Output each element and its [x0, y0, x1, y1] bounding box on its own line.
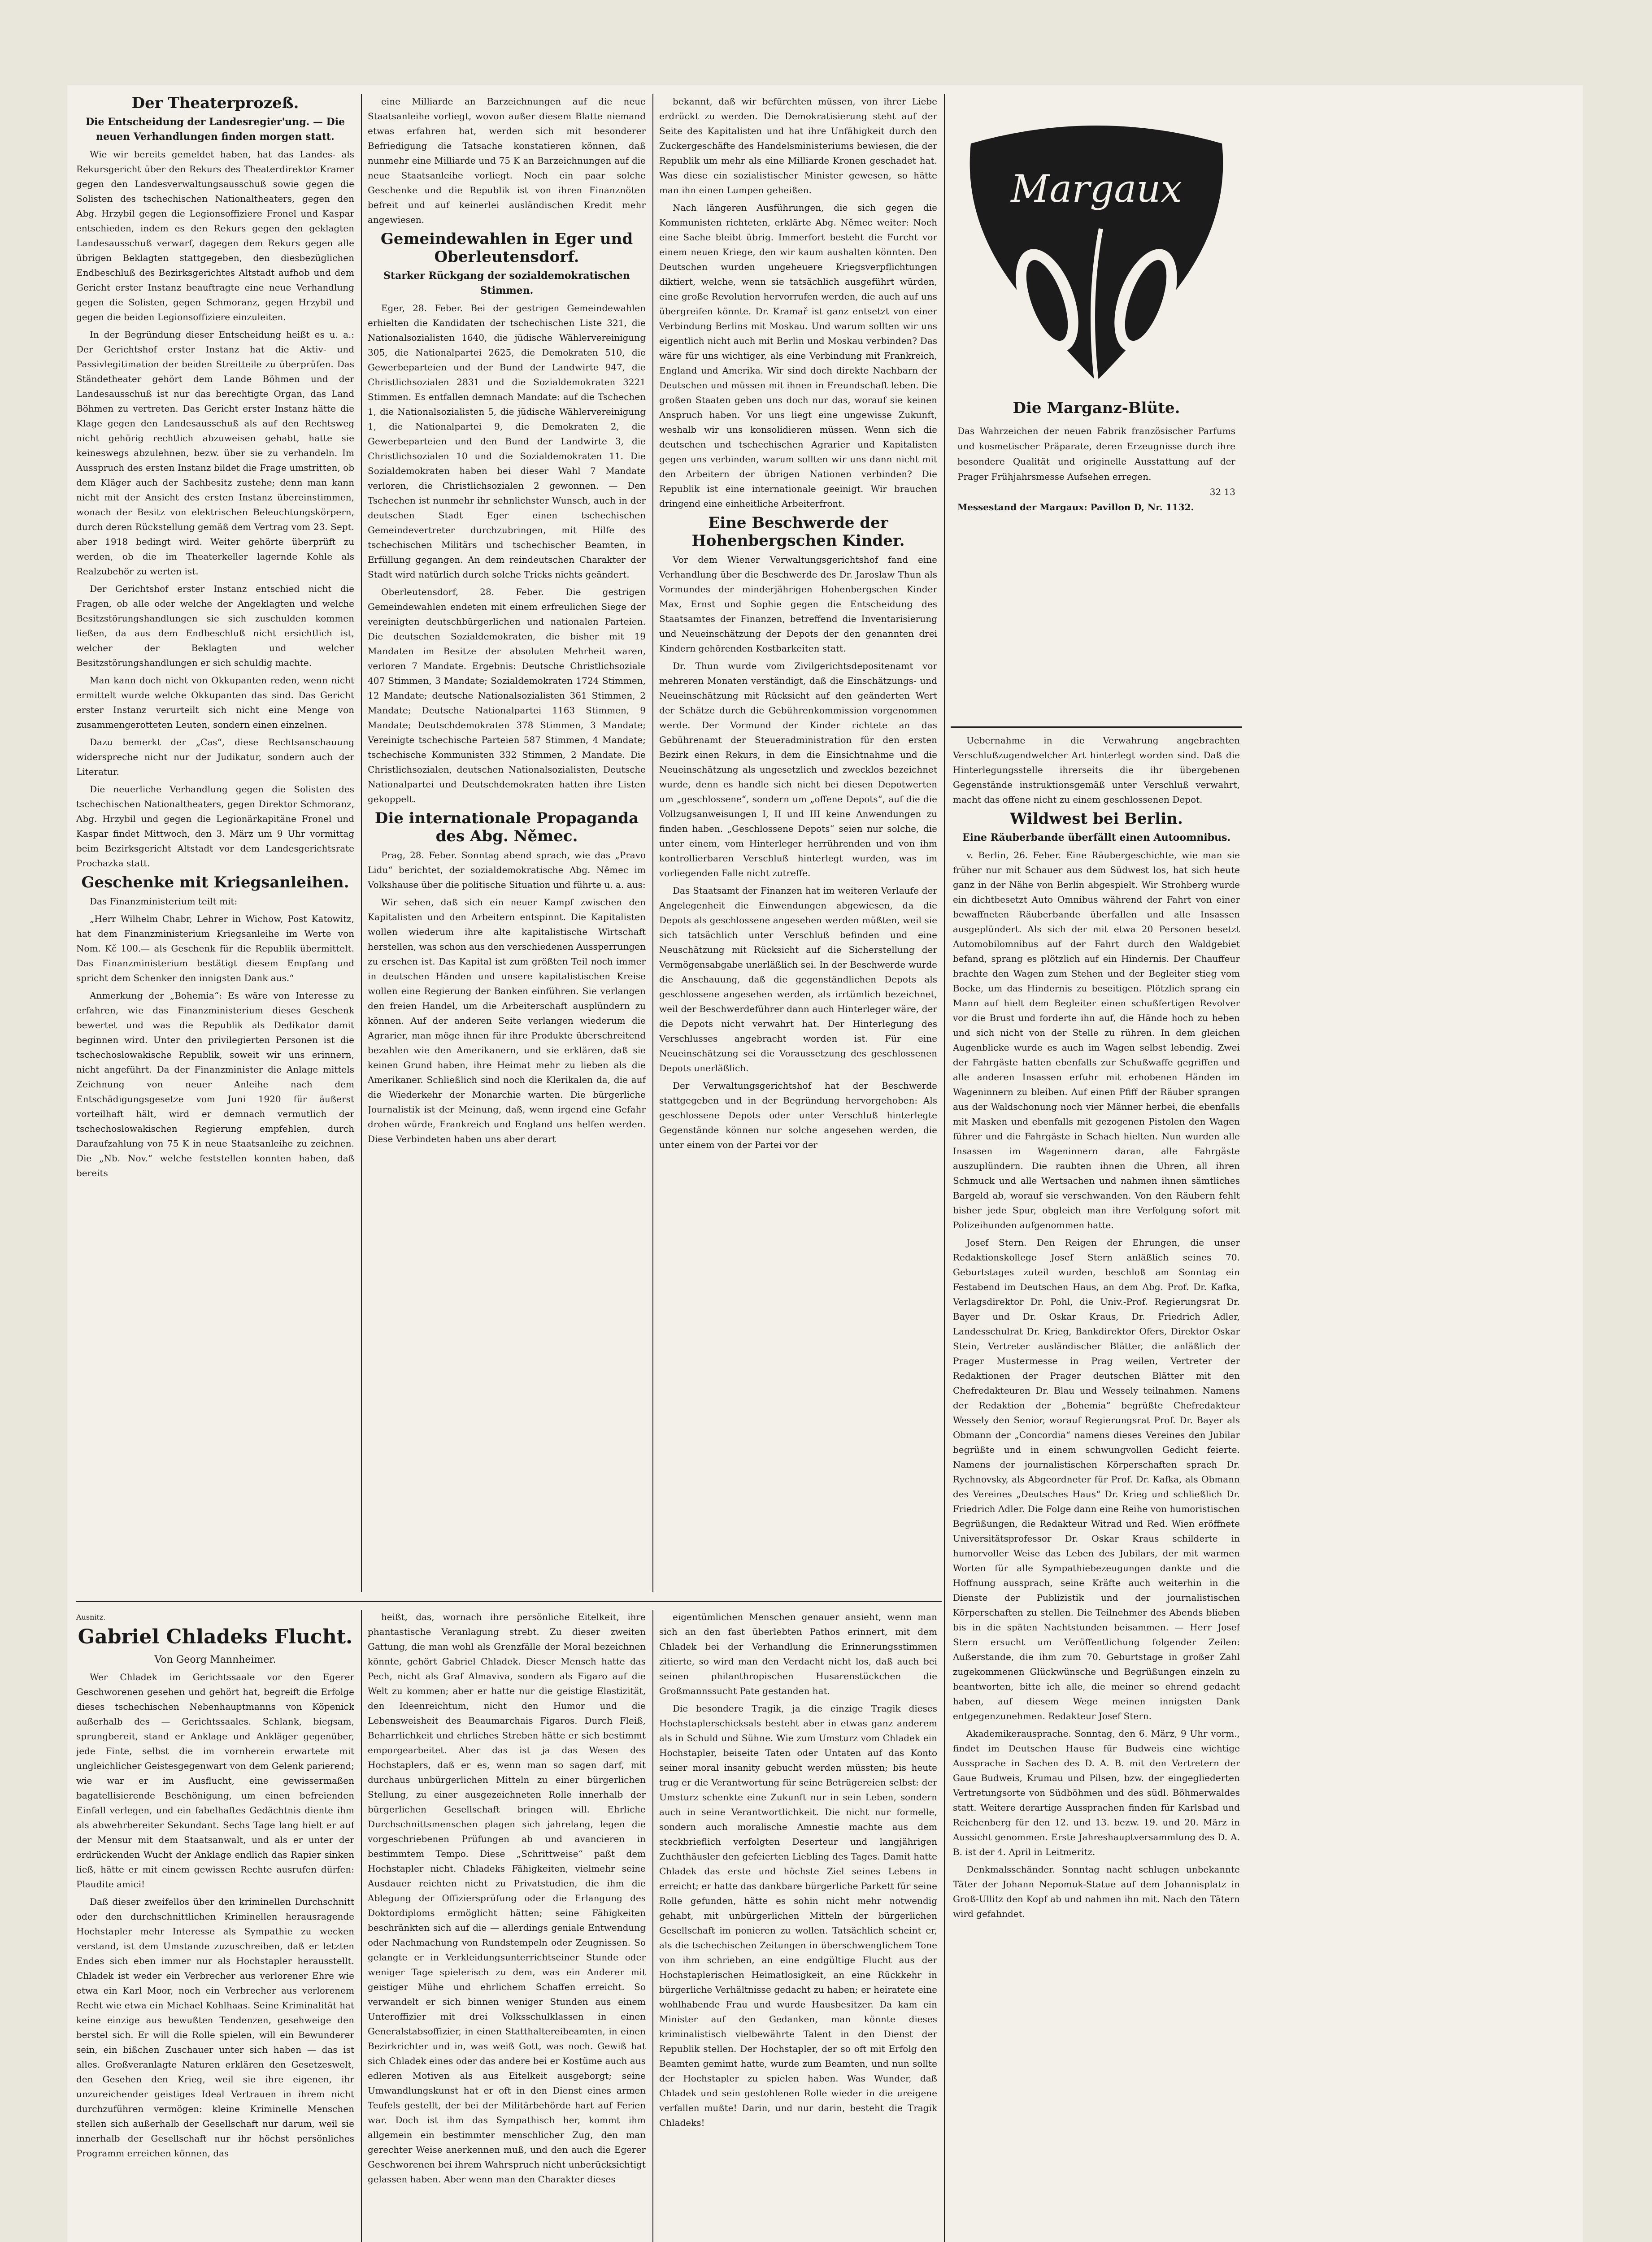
paragraph: Oberleutensdorf, 28. Feber. Die gestrigen Gemeindewahlen endeten mit einem erfreulichen Siege der vereinigten deutschbürgerlichen und nationalen Parteien. Die deutschen Sozialdemokraten, die bisher mit 19 Mandaten im Besitze der absoluten Mehrheit waren, verloren 7 Mandate. Ergebnis: Deutsche Christlichsoziale 407 Stimmen, 3 Mandate; Sozialdemokraten 1724 Stimmen, 12 Mandate; deutsche Nationalsozialisten 361 Stimmen, 2 Mandate; Deutsche Nationalpartei 1163 Stimmen, 9 Mandate; Deutschdemokraten 378 Stimmen, 3 Mandate; Vereinigte tschechische Parteien 587 Stimmen, 4 Mandate; tschechische Kommunisten 332 Stimmen, 2 Mandate. Die Christlichsozialen, deutschen Nationalsozialisten, Deutsche Nationalpartei und Deutschdemokraten hatten ihre Listen gekoppelt. — [368, 587, 646, 804]
paragraph: Wer Chladek im Gerichtssaale vor den Egerer Geschworenen gesehen und gehört hat, begreift die Erfolge dieses tschechischen Nebenhauptmanns von Köpenick außerhalb des — Gerichtssaales. Schlank, biegsam, sprungbereit, stand er Anklage und Ankläger gegenüber, jede Finte, selbst die im vornherein erwartete mit ungleichlicher Geistesgegenwart von dem Gelenk parierend; wie war er im Ausflucht, eine gewissermaßen bagatellisierende Beschönigung, um einen befreienden Einfall verlegen, und ein fabelhaftes Gedächtnis diente ihm als abwehrbereiter Sekundant. Sechs Tage lang hielt er auf der Mensur mit dem Staatsanwalt, und als er unter der erdrückenden Wucht der Anklage endlich das Rapier sinken ließ, hätte er mit einem gewissen Rechte ausrufen dürfen: Plaudite amici! — [76, 1672, 354, 1890]
ad-footer: Messestand der Margaux: Pavillon D, Nr. 1132. — [957, 502, 1194, 513]
paragraph: Anmerkung der „Bohemia“: Es wäre von Interesse zu erfahren, wie das Finanzministerium dieses Geschenk bewertet und was die Republik als Dedikator damit beginnen wird. Unter den privilegierten Personen ist die tschechoslowakische Republik, soweit wir uns erinnern, nicht angeführt. Da der Finanzminister die Anlage mittels Zeichnung von neuer Anleihe nach dem Entschädigungsgesetze vom Juni 1920 für äußerst vorteilhaft hält, wird er demnach vermutlich der tschechoslowakischen Regierung empfehlen, durch Daraufzahlung von 75 K in neue Staatsanleihe zu zeichnen. Die „Nb. Nov.“ welche feststellen konnten haben, daß bereits — [76, 990, 354, 1178]
feuilleton-column-3 — [659, 1610, 937, 2242]
paragraph: Nach längeren Ausführungen, die sich gegen die Kommunisten richteten, erklärte Abg. Němec weiter: Noch eine Sache bleibt übrig. Immerfort besteht die Furcht vor einem neuen Kriege, den wir kaum aushalten könnten. Den Deutschen wurden ungeheuere Kriegsverpflichtungen diktiert, welche, wenn sie tatsächlich ausgeführt würden, eine große Revolution hervorrufen werden, die auch auf uns übergreifen könnte. Dr. Kramař ist ganz entsetzt von einer Verbindung Berlins mit Moskau. Und warum sollten wir uns eigentlich nicht auch mit Berlin und Moskau verbinden? Das wäre für uns wichtiger, als eine Verbindung mit Frankreich, England und Amerika. Wir sind doch direkte Nachbarn der Deutschen und müssen mit ihnen in Freundschaft leben. Die großen Staaten geben uns doch nur das, worauf sie keinen Anspruch haben. Vor uns liegt eine ungewisse Zukunft, weshalb wir uns konsolidieren müssen. Wenn sich die deutschen und tschechischen Agrarier und Kapitalisten gegen uns verbinden, warum sollten wir uns dann nicht mit den Arbeitern der übrigen Nationen verbinden? Die Republik ist eine internationale geeinigt. Wir brauchen dringend eine einheitliche Arbeiterfront. — [659, 202, 937, 509]
feuilleton-divider — [76, 1601, 942, 1602]
article-subtitle: Starker Rückgang der sozialdemokratischen Stimmen. — [383, 270, 630, 296]
paragraph: Wie wir bereits gemeldet haben, hat das Landes- als Rekursgericht über den Rekurs des Theaterdirektor Kramer gegen den Landesverwaltungsausschuß sowie gegen die Solisten des tschechischen Nationaltheaters, gegen den Abg. Hrzybil gegen die Legionsoffiziere Fronel und Kaspar entschieden, indem es den Rekurs gegen den geklagten Landesausschuß verwarf, dagegen dem Rekurs gegen alle übrigen Beklagten stattgegeben, den diesbezüglichen Endbeschluß des Bezirksgerichtes Altstadt aufhob und dem Gericht erster Instanz beauftragte eine neue Verhandlung gegen die Solisten, gegen Schmoranz, gegen Hrzybil und gegen die beiden Legionsoffiziere einzuleiten. — [76, 149, 354, 322]
paragraph: Eger, 28. Feber. Bei der gestrigen Gemeindewahlen erhielten die Kandidaten der tschechischen Liste 321, die Nationalsozialisten 1640, die jüdische Wählervereinigung 305, die Nationalpartei 2625, die Demokraten 510, die Gewerbeparteien und der Bund der Landwirte 947, die Christlichsozialen 2831 und die Sozialdemokraten 3221 Stimmen. Es entfallen demnach Mandate: auf die Tschechen 1, die Nationalsozialisten 5, die jüdische Wählervereinigung 1, die Nationalpartei 9, die Demokraten 2, die Gewerbeparteien und den Bund der Landwirte 3, die Christlichsozialen 10 und die Sozialdemokraten 11. Die Sozialdemokraten haben bei dieser Wahl 7 Mandate verloren, die Christlichsozialen 2 gewonnen. — Den Tschechen ist nunmehr ihr sehnlichster Wunsch, auch in der deutschen Stadt Eger einen tschechischen Gemeindevertreter durchzubringen, mit Hilfe des tschechischen Militärs und tschechischer Beamten, in Erfüllung gegangen. An dem reindeutschen Charakter der Stadt wird natürlich durch solche Tricks nichts geändert. — [368, 303, 646, 580]
paragraph: Uebernahme in die Verwahrung angebrachten Verschlußzugendwelcher Art hinterlegt worden sind. Daß die Hinterlegungsstelle ihrerseits die ihr übergebenen Gegenstände instruktionsgemäß unter Verschluß verwahrt, macht das offene nicht zu einem geschlossenen Depot. — [953, 735, 1240, 805]
column-divider — [361, 94, 362, 1592]
article-title-kriegsanleihen: Geschenke mit Kriegsanleihen. — [81, 873, 349, 891]
paragraph: Das Finanzministerium teilt mit: — [90, 896, 238, 907]
article-title-theaterprozess: Der Theaterprozeß. — [131, 94, 299, 112]
paragraph: Daß dieser zweifellos über den kriminellen Durchschnitt oder den durchschnittlichen Kriminellen herausragende Hochstapler mehr Interesse als Sympathie zu wecken verstand, ist dem Umstande zuzuschreiben, daß er letzten Endes sich eben immer nur als Hochstapler herausstellt. Chladek ist weder ein Verbrecher aus verlorener Ehre wie etwa ein Karl Moor, noch ein Verbrecher aus verlorenem Recht wie etwa ein Michael Kohlhaas. Seine Kriminalität hat keine einzige aus bewußten Tendenzen, gesehweige den berstel sich. Er will die Rolle spielen, will ein Bewunderer sein, ein bißchen Zuschauer unter sich haben — das ist alles. Großveranlagte Naturen erklären den Gesetzeswelt, den Gesehen den Krieg, weil sie ihre eigenen, ihr unzureichender geistiges Ideal Vertrauen in ihrem nicht durchzuführen vermögen: kleine Kriminelle Menschen stellen sich außerhalb der Gesellschaft nur darum, weil sie innerhalb der Gesellschaft nur ihr höchst persönliches Programm erreichen können, das — [76, 1896, 354, 2159]
margaux-advertisement — [953, 94, 1240, 722]
paragraph: Man kann doch nicht von Okkupanten reden, wenn nicht ermittelt wurde welche Okkupanten das sind. Das Gericht erster Instanz verurteilt sich nicht eine Menge von zusammengerotteten Leuten, sondern einen einzelnen. — [76, 675, 354, 730]
paragraph: Wir sehen, daß sich ein neuer Kampf zwischen den Kapitalisten und den Arbeitern entspinnt. Die Kapitalisten wollen wiederum ihre alte kapitalistische Wirtschaft herstellen, was schon aus den verschiedenen Aussperrungen zu ersehen ist. Das Kapital ist zum größten Teil noch immer in deutschen Händen und unsere kapitalistischen Kreise wollen eine Regierung der Banken einführen. Sie verlangen den freien Handel, um die Arbeiterschaft ausplündern zu können. Auf der anderen Seite verlangen wiederum die Agrarier, man möge ihnen für ihre Produkte überschreitend bezahlen wie den Amerikanern, und sie erklären, daß sie keinen Grund haben, ihre Heimat mehr zu lieben als die Amerikaner. Schließlich sind noch die Klerikalen da, die auf die Wiederkehr der Monarchie warten. Die bürgerliche Journalistik ist der Meinung, daß, wenn irgend eine Gefahr drohen würde, Frankreich und England uns helfen werden. Diese Verbindeten haben uns aber derart — [368, 897, 646, 1144]
section-divider — [951, 726, 1242, 728]
newspaper-page — [67, 85, 1583, 2242]
paragraph: eine Milliarde an Barzeichnungen auf die neue Staatsanleihe vorliegt, wovon außer diesem Blatte niemand etwas erfahren hat, werden sich mit besonderer Befriedigung die Tatsache konstatieren können, daß nunmehr eine Milliarde und 75 K an Barzeichnungen auf die neue Staatsanleihe vorliegt. Noch ein paar solche Geschenke und die Republik ist von ihren Finanznöten befreit und auf keinerlei ausländischen Kredit mehr angewiesen. — [368, 96, 646, 225]
paragraph: In der Begründung dieser Entscheidung heißt es u. a.: Der Gerichtshof erster Instanz hat die Aktiv- und Passivlegitimation der beiden Streitteile zu überprüfen. Das Ständetheater gehört dem Lande Böhmen und der Landesausschuß ist nur das berechtigte Organ, das Land Böhmen zu vertreten. Das Gericht erster Instanz hätte die Klage gegen den Landesausschuß als auf den Rechtsweg nicht gehörig rechtlich abzuweisen gehabt, hatte sie keineswegs abzulehnen, bezw. über sie zu verhandeln. Im Ausspruch des ersten Instanz bildet die Frage umstritten, ob dem Kläger auch der Sachbesitz zustehe; denn man kann nicht mit der Ansicht des ersten Instanz übereinstimmen, wonach der Besitz von elektrischen Beleuchtungskörpern, durch deren Rückstellung gemäß dem Vertrag vom 23. Sept. aber 1918 bedingt wird. Weiter gehörte überprüft zu werden, ob die im Theaterkeller lagernde Kohle als Realzubehör zu werten ist. — [76, 329, 354, 577]
ad-number: 32 13 — [1209, 487, 1235, 497]
ad-title: Die Marganz-Blüte. — [1013, 399, 1180, 417]
margaux-flower-logo-icon — [953, 112, 1240, 390]
column-divider — [944, 733, 945, 2242]
column-divider — [361, 1610, 362, 2242]
ad-text: Das Wahrzeichen der neuen Fabrik französischer Parfums und kosmetischer Präparate, deren Erzeugnisse durch ihre besondere Qualität und originelle Ausstattung auf der Prager Frühjahrsmesse Aufsehen erregen. — [957, 426, 1235, 482]
article-subtitle: Die Entscheidung der Landesregier'ung. — Die neuen Verhandlungen finden morgen statt. — [85, 116, 345, 143]
paragraph: Dazu bemerkt der „Cas“, diese Rechtsanschauung widerspreche nicht nur der Judikatur, sondern auch der Literatur. — [76, 737, 354, 777]
paragraph: Die besondere Tragik, ja die einzige Tragik dieses Hochstaplerschicksals besteht aber in etwas ganz anderem als in Schuld und Sühne. Wie zum Umsturz vom Chladek ein Hochstapler, beiseite Taten oder Untaten auf das Konto seiner moral insanity gebucht werden müssten; bis heute trug er die Verantwortung für seine Betrügereien selbst: der Umsturz schenkte eine Zukunft nur in sein Leben, sondern auch in seine Verantwortlichkeit. Die nicht nur formelle, sondern auch moralische Amnestie machte aus dem steckbrieflich verfolgten Deserteur und langjährigen Zuchthäusler den gefeierten Liebling des Tages. Damit hatte Chladek das erste und höchste Ziel seines Lebens in erreicht; er hatte das dankbare bürgerliche Parkett für seine Rolle gefunden, hätte es sohin nicht mehr notwendig gehabt, mit unbürgerlichen Mitteln der bürgerlichen Gesellschaft im ponieren zu wollen. Tatsächlich scheint er, als die tschechischen Zeitungen in überschwenglichem Tone von ihm schrieben, an eine endgültige Flucht aus der Hochstaplerischen Heimatlosigkeit, an eine Rückkehr in bürgerliche Verhältnisse gedacht zu haben; er heiratete eine wohlhabende Frau und wurde Hausbesitzer. Da kam ein Minister auf den Gedanken, man könnte dieses kriminalistisch vielbewährte Talent in den Dienst der Republik stellen. Der Hochstapler, der so oft mit Erfolg den Beamten gemimt hatte, wurde zum Beamten, und nun sollte der Hochstapler zu spielen haben. Was Wunder, daß Chladek und sein gestohlenen Rolle wieder in die ureigene verfallen mußte! Darin, und nur darin, besteht die Tragik Chladeks! — [659, 1703, 937, 2128]
column-1 — [76, 94, 354, 1596]
column-3 — [659, 94, 937, 1596]
article-title-gemeindewahlen: Gemeindewahlen in Eger und Oberleutensdorf. — [380, 230, 633, 266]
feuilleton-column-2 — [368, 1610, 646, 2242]
paragraph: v. Berlin, 26. Feber. Eine Räubergeschichte, wie man sie früher nur mit Schauer aus dem Südwest los, hat sich heute ganz in der Nähe von Berlin abgespielt. Wir Strohberg wurde ein dichtbesetzt Auto Omnibus während der Fahrt von einer bewaffneten Räuberbande überfallen und alle Insassen ausgeplündert. Als sich der mit etwa 20 Personen besetzt Automobilomnibus auf der Fahrt durch den Waldgebiet befand, sprang es plötzlich auf ein Hindernis. Der Chauffeur brachte den Wagen zum Stehen und der Begleiter stieg vom Bocke, um das Hindernis zu beseitigen. Plötzlich sprang ein Mann auf hielt dem Begleiter einen schußfertigen Revolver vor die Brust und forderte ihn auf, die Hände hoch zu heben und sich nicht von der Stelle zu rühren. In dem gleichen Augenblicke wurde es auch im Wagen selbst lebendig. Zwei der Fahrgäste hatten ebenfalls zur Schußwaffe gegriffen und alle anderen Insassen erfuhr mit erhobenen Händen im Wageninnern zu bleiben. Auf einen Pfiff der Räuber sprangen aus der Waldschonung noch vier Männer herbei, die ebenfalls mit Masken und ebenfalls mit gezogenen Pistolen den Wagen führer und die Fahrgäste in Schach hielten. Nun wurden alle Insassen im Wageninnern daran, alle Fahrgäste auszuplündern. Die raubten ihnen die Uhren, all ihren Schmuck und alle Wertsachen und nahmen ihnen sämtliches Bargeld ab, worauf sie verschwanden. Von den Räubern fehlt bisher jede Spur, obgleich man ihre Verfolgung sofort mit Polizeihunden aufgenommen hatte. — [953, 850, 1240, 1230]
paragraph: Denkmalsschänder. Sonntag nacht schlugen unbekannte Täter der Johann Nepomuk-Statue auf dem Johannisplatz in Groß-Ullitz den Kopf ab und nahmen ihn mit. Nach den Tätern wird gefahndet. — [953, 1864, 1240, 1919]
logo-wordmark: Margaux — [1011, 167, 1182, 211]
column-4 — [953, 733, 1240, 2242]
paragraph: Akademikerausprache. Sonntag, den 6. März, 9 Uhr vorm., findet im Deutschen Hause für Budweis eine wichtige Aussprache in Sachen des D. A. B. mit den Vertretern der Gaue Budweis, Krumau und Pilsen, bzw. der eingegliederten Vertretungsorte von Südböhmen und des südl. Böhmerwaldes statt. Weitere derartige Aussprachen finden für Karlsbad und Reichenberg für den 12. und 13. bezw. 19. und 20. März in Aussicht genommen. Erste Jahreshauptversammlung des D. A. B. ist der 4. April in Leitmeritz. — [953, 1728, 1240, 1857]
feuilleton-column-1 — [76, 1610, 354, 2242]
article-title-wildwest: Wildwest bei Berlin. — [1010, 810, 1183, 828]
margin-note: Ausnitz. — [76, 1613, 106, 1621]
column-2 — [368, 94, 646, 1596]
article-title-propaganda: Die internationale Propaganda des Abg. Němec. — [374, 809, 639, 845]
paragraph: heißt, das, wornach ihre persönliche Eitelkeit, ihre phantastische Veranlagung strebt. Zu dieser zweiten Gattung, die man wohl als Grenzfälle der Moral bezeichnen könnte, gehört Gabriel Chladek. Dieser Mensch hatte das Pech, nicht als Graf Almaviva, sondern als Figaro auf die Welt zu kommen; aber er hatte nur die geistige Elastizität, den Ideenreichtum, nicht den Humor und die Lebensweisheit des Beaumarchais Figaros. Durch Fleiß, Beharrlichkeit und ehrliches Streben hätte er sich bestimmt emporgearbeitet. Aber das ist ja das Wesen des Hochstaplers, daß er es, wenn man so sagen darf, mit durchaus unbürgerlichen Mitteln zu einer bürgerlichen Stellung, zu einer ausgezeichneten Rolle innerhalb der bürgerlichen Gesellschaft bringen will. Ehrliche Durchschnittsmenschen plagen sich jahrelang, legen die vorgeschriebenen Prüfungen ab und avancieren in bestimmtem Tempo. Diese „Schrittweise“ paßt dem Hochstapler nicht. Chladeks Fähigkeiten, vielmehr seine Ausdauer reichten nicht zu Privatstudien, die ihm die Ablegung der Offiziersprüfung oder die Erlangung des Doktordiploms ermöglicht hätten; seine Fähigkeiten beschränkten sich auf die — allerdings geniale Entwendung oder Nachmachung von Rundstempeln oder Zeugnissen. So gelangte er in Verkleidungsunterrichtseiner Stunde oder weniger Tage spielerisch zu dem, was ein Anderer mit geistiger Mühe und ehrlichem Schaffen erreicht. So verwandelt er sich binnen weniger Stunden aus einem Unteroffizier mit drei Volksschulklassen in einen Generalstabsoffizier, in einen Statthaltereibeamten, in einen Bezirkrichter und in, was weiß Gott, was noch. Gewiß hat sich Chladek eines oder das andere bei er Kostüme auch aus edleren Motiven als aus Eitelkeit ausgeborgt; seine Umwandlungskunst hat er oft in den Dienst eines armen Teufels gestellt, der bei der Militärbehörde hart auf Ferien war. Doch ist ihm das Sympathisch her, kommt ihm allgemein ein bestimmter menschlicher Zug, den man gerechter Weise anerkennen muß, und den auch die Egerer Geschworenen bei ihrem Wahrspruch nicht unberücksichtigt gelassen haben. Aber wenn man den Charakter dieses — [368, 1612, 646, 2185]
paragraph: Josef Stern. Den Reigen der Ehrungen, die unser Redaktionskollege Josef Stern anläßlich seines 70. Geburtstages zuteil wurden, beschloß am Sonntag ein Festabend im Deutschen Haus, an dem Abg. Prof. Dr. Kafka, Verlagsdirektor Dr. Pohl, die Univ.-Prof. Regierungsrat Dr. Bayer und Dr. Oskar Kraus, Dr. Friedrich Adler, Landesschulrat Dr. Krieg, Bankdirektor Ofers, Direktor Oskar Stein, Vertreter ausländischer Blätter, die anläßlich der Prager Mustermesse in Prag weilen, Vertreter der Redaktionen der Prager deutschen Blätter mit den Chefredakteuren Dr. Blau und Wessely teilnahmen. Namens der Redaktion der „Bohemia“ begrüßte Chefredakteur Wessely den Senior, worauf Regierungsrat Prof. Dr. Bayer als Obmann der „Concordia“ namens dieses Vereines den Jubilar begrüßte und in einem schwungvollen Gedicht feierte. Namens der journalistischen Körperschaften sprach Dr. Rychnovsky, als Abgeordneter für Prof. Dr. Kafka, als Obmann des Vereines „Deutsches Haus“ Dr. Krieg und schließlich Dr. Friedrich Adler. Die Folge dann eine Reihe von humoristischen Begrüßungen, die Redakteur Witrad und Red. Wien eröffnete Universitätsprofessor Dr. Oskar Kraus schilderte in humorvoller Weise das Leben des Jubilars, der mit warmen Worten für alle Sympathiebezeugungen dankte und die Hoffnung aussprach, seine Kräfte auch weiterhin in die Dienste der Publizistik und der journalistischen Körperschaften zu stellen. Die Teilnehmer des Abends blieben bis in die späten Nachtstunden beisammen. — Herr Josef Stern ersucht um Veröffentlichung folgender Zeilen: Außerstande, die ihm zum 70. Geburtstage in großer Zahl zugekommenen Glückwünsche und Begrüßungen einzeln zu beantworten, bitte ich alle, die meiner so ehrend gedacht haben, auf diesem Wege meinen innigsten Dank entgegenzunehmen. Redakteur Josef Stern. — [953, 1237, 1240, 1721]
paragraph: bekannt, daß wir befürchten müssen, von ihrer Liebe erdrückt zu werden. Die Demokratisierung steht auf der Seite des Kapitalisten und hat ihre Unfähigkeit durch den Zuckergeschäfte des Handelsministeriums bewiesen, die der Republik um mehr als eine Milliarde Kronen geschadet hat. Was diese ein sozialistischer Minister gewesen, so hätte man ihn einen Lumpen geheißen. — [659, 96, 937, 196]
paragraph: Prag, 28. Feber. Sonntag abend sprach, wie das „Pravo Lidu“ berichtet, der sozialdemokratische Abg. Němec im Volkshause über die politische Situation und führte u. a. aus: — [368, 850, 646, 890]
column-divider — [652, 1610, 653, 2242]
paragraph: Dr. Thun wurde vom Zivilgerichtsdepositenamt vor mehreren Monaten verständigt, daß die Einschätzungs- und Neueinschätzung mit Rücksicht auf den geänderten Wert der Schätze durch die Gebührenkommission vorgenommen werde. Der Vormund der Kinder richtete an das Gebührenamt der Steueradministration für den ersten Bezirk einen Rekurs, in dem die Einsichtnahme und die Neueinschätzung als ungesetzlich und zwecklos bezeichnet wurde, denn es handle sich nicht bei diesen Depotwerten um „geschlossene“, sondern um „offene Depots“, auf die die Vollzugsanweisungen I, II und III keine Anwendungen zu finden haben. „Geschlossene Depots“ seien nur solche, die unter einem, vom Hinterleger herrührenden und von ihm kontrollierbaren Verschluß hinterlegt wurden, was im vorliegenden Falle nicht zutreffe. — [659, 660, 937, 878]
paragraph: „Herr Wilhelm Chabr, Lehrer in Wichow, Post Katowitz, hat dem Finanzministerium Kriegsanleihe im Werte von Nom. Kč 100.— als Geschenk für die Republik übermittelt. Das Finanzministerium bestätigt diesem Empfang und spricht dem Schenker den innigsten Dank aus.“ — [76, 913, 354, 983]
paragraph: Das Staatsamt der Finanzen hat im weiteren Verlaufe der Angelegenheit die Einwendungen abgewiesen, da die Depots als geschlossene angesehen werden müßten, weil sie sich tatsächlich unter Verschluß befinden und eine Neuschätzung mit Rücksicht auf die Sicherstellung der Vermögensabgabe unerläßlich sei. In der Beschwerde wurde die Anschauung, daß die gegenständlichen Depots als geschlossene angesehen werden, als irrtümlich bezeichnet, weil der Beschwerdeführer dann auch Hinterleger wäre, der die Depots nicht verwahrt hat. Der Hinterlegung des Verschlusses angebracht worden ist. Für eine Neueinschätzung sei die Voraussetzung des geschlossenen Depots unerläßlich. — [659, 885, 937, 1073]
feuilleton-author: Von Georg Mannheimer. — [154, 1654, 276, 1665]
paragraph: Vor dem Wiener Verwaltungsgerichtshof fand eine Verhandlung über die Beschwerde des Dr. Jaroslaw Thun als Vormundes der minderjährigen Hohenbergschen Kinder Max, Ernst und Sophie gegen die Entscheidung des Staatsamtes der Finanzen, betreffend die Inventarisierung und Neueinschätzung der Depots der den genannten drei Kindern gehörenden Kostbarkeiten statt. — [659, 554, 937, 654]
paragraph: Der Gerichtshof erster Instanz entschied nicht die Fragen, ob alle oder welche der Angeklagten und welche Besitzstörungshandlungen sie sich zuschulden kommen ließen, da aus dem Endbeschluß nicht ersichtlich ist, welcher der Beklagten und welcher Besitzstörungshandlungen er sich schuldig machte. — [76, 583, 354, 668]
feuilleton-title: Gabriel Chladeks Flucht. — [78, 1625, 353, 1648]
paragraph: Der Verwaltungsgerichtshof hat der Beschwerde stattgegeben und in der Begründung hervorgehoben: Als geschlossene Depots oder unter Verschluß hinterlegte Gegenstände können nur solche angesehen werden, die unter einem von der Partei vor der — [659, 1080, 937, 1150]
article-title-beschwerde: Eine Beschwerde der Hohenbergschen Kinder. — [691, 514, 905, 550]
column-divider — [652, 94, 653, 1592]
paragraph: Die neuerliche Verhandlung gegen die Solisten des tschechischen Nationaltheaters, gegen Direktor Schmoranz, Abg. Hrzybil und gegen die Legionärkapitäne Fronel und Kaspar findet Mittwoch, den 3. März um 9 Uhr vormittag beim Bezirksgericht Altstadt vor dem Landesgerichtsrate Prochazka statt. — [76, 784, 354, 869]
paragraph: eigentümlichen Menschen genauer ansieht, wenn man sich an den fast überlebten Pathos erinnert, mit dem Chladek bei der Verhandlung die Erinnerungsstimmen zitierte, so wird man den Verdacht nicht los, daß auch bei seinen philanthropischen Husarenstückchen die Großmannssucht Pate gestanden hat. — [659, 1612, 937, 1696]
article-subtitle: Eine Räuberbande überfällt einen Autoomnibus. — [962, 832, 1231, 843]
